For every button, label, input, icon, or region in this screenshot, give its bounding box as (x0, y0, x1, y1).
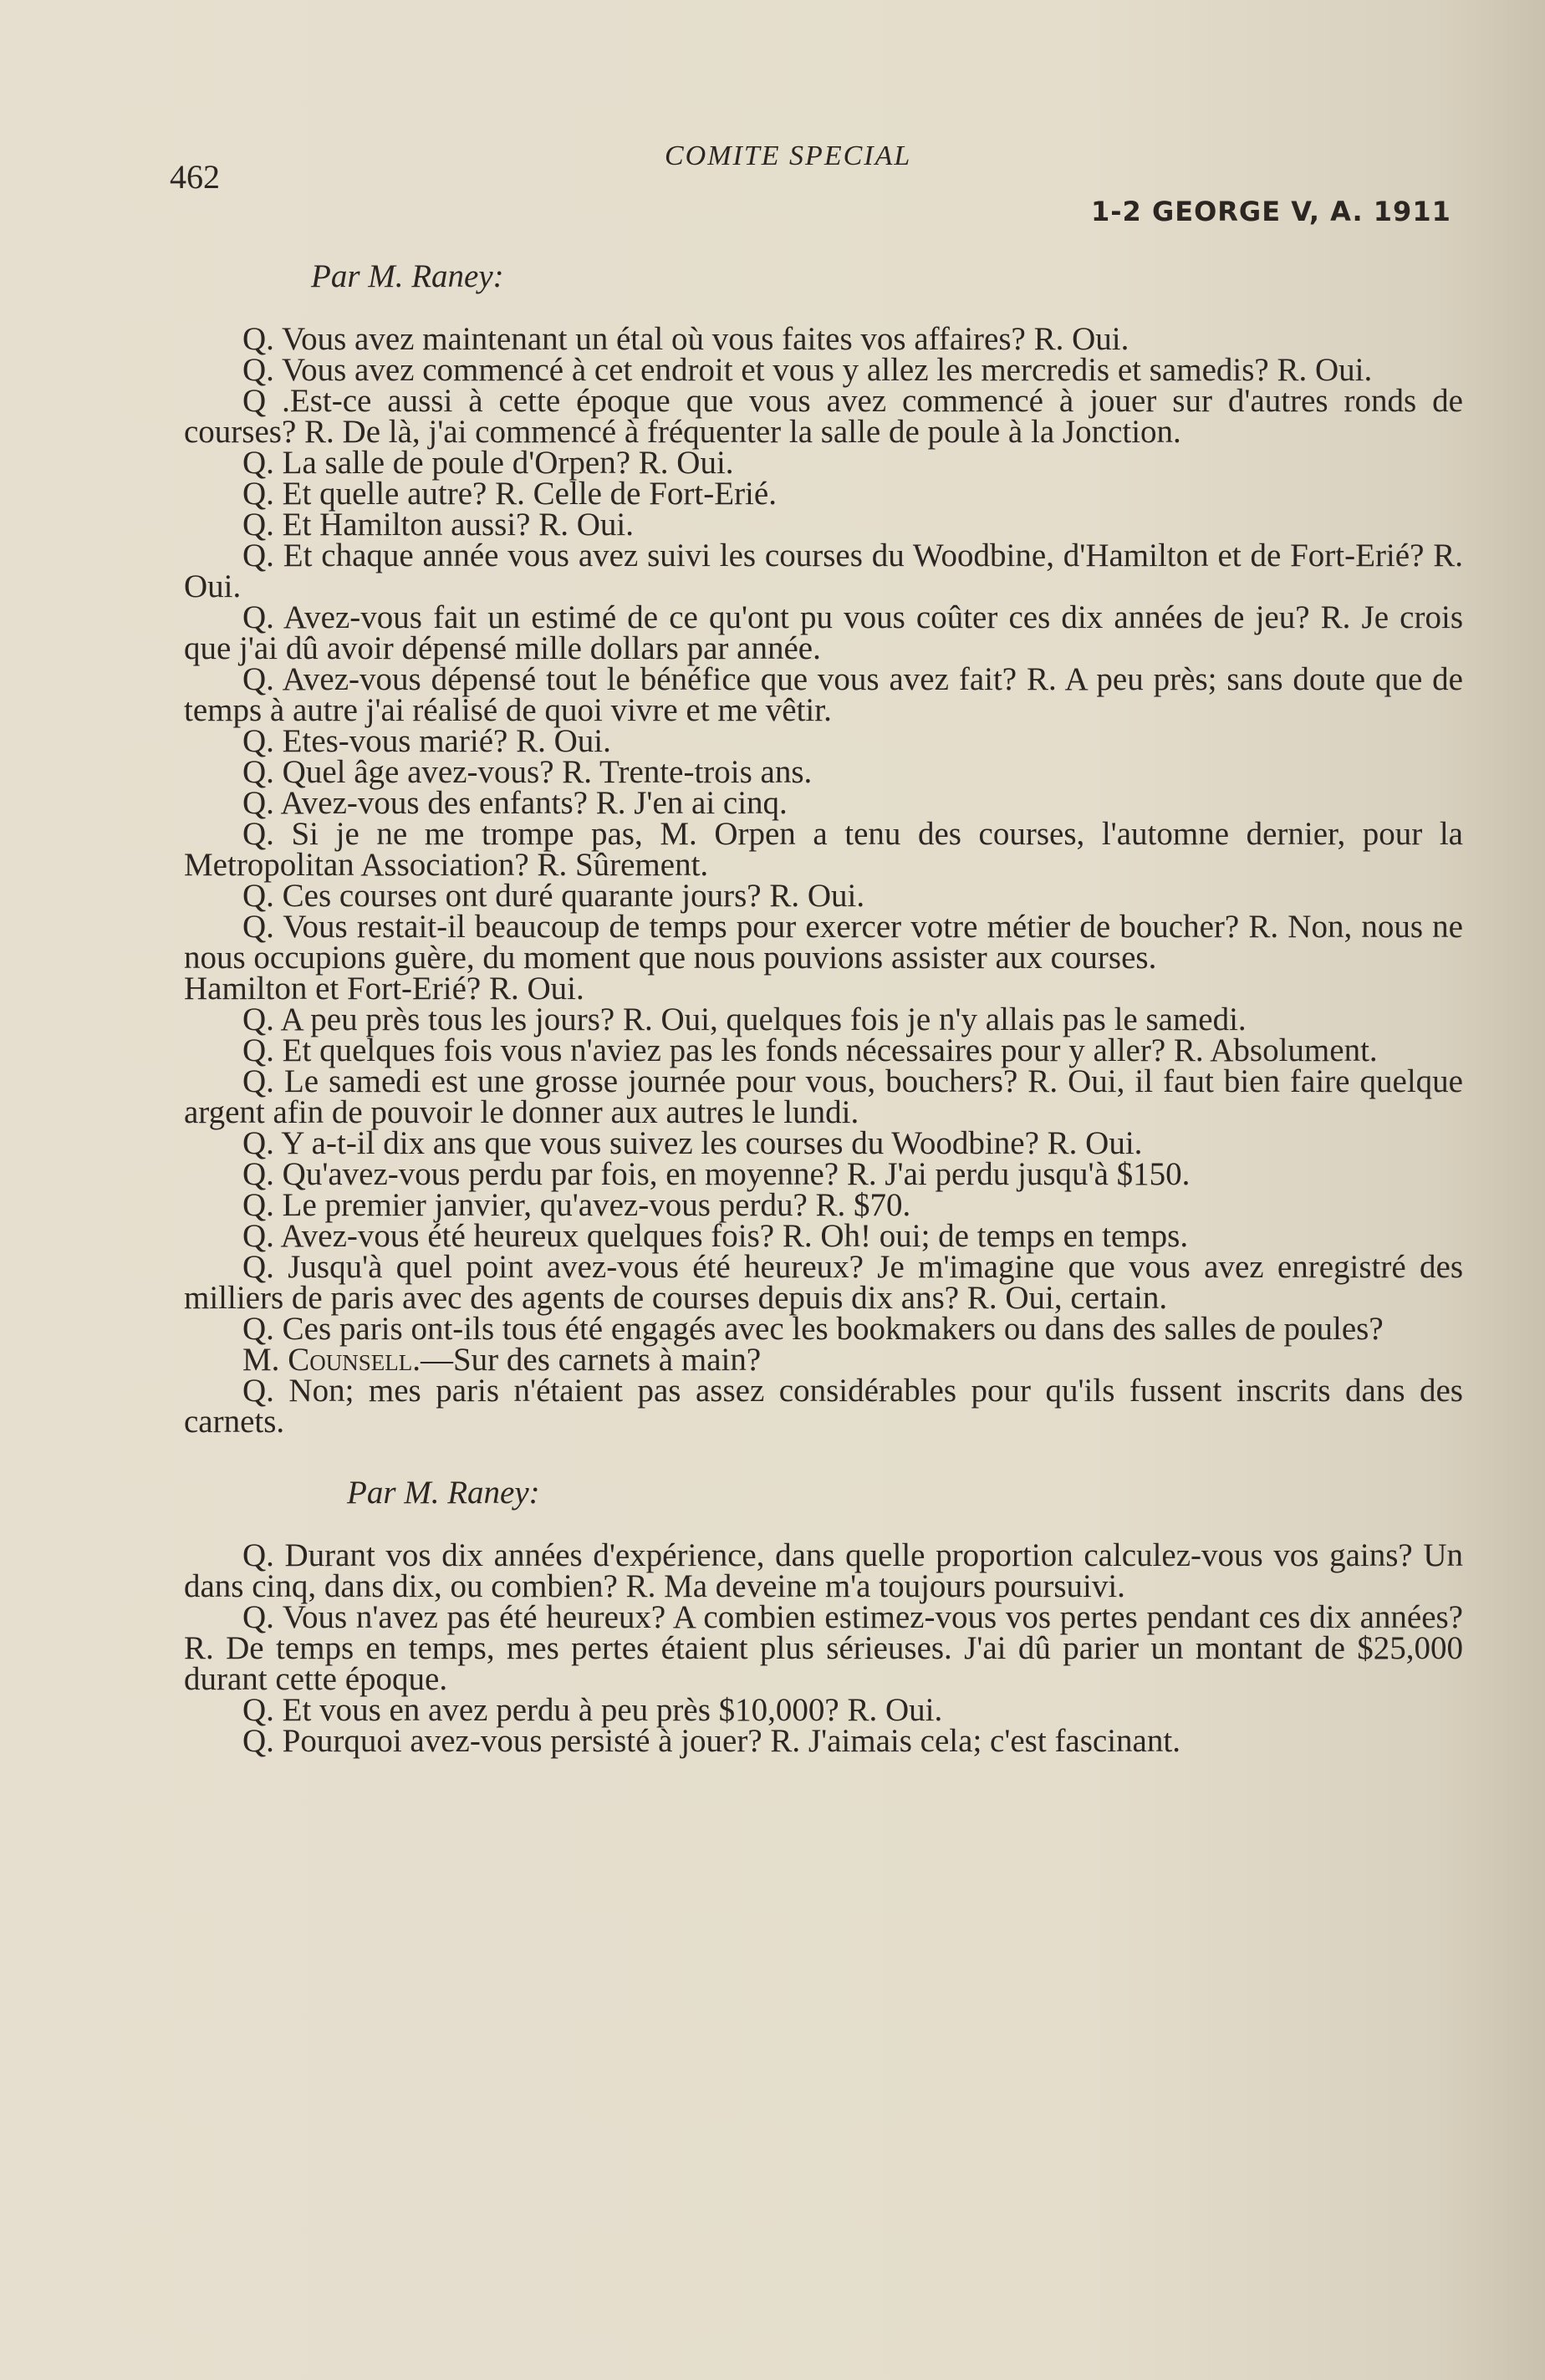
counsel-line (184, 1342, 1463, 1378)
qa-paragraph: Q. Qu'avez-vous perdu par fois, en moyenne? R. J'ai perdu jusqu'à $150. (242, 1156, 1191, 1192)
page-number: 462 (170, 158, 220, 196)
section-heading: Par M. Raney: (311, 258, 504, 294)
qa-paragraph: Q. Et quelle autre? R. Celle de Fort-Erié. (242, 476, 777, 512)
qa-paragraph: Q. Vous restait-il beaucoup de temps pour exercer votre métier de boucher? R. Non, nous ne nous occupions guère, du moment que nous pouvions assister aux courses. (184, 909, 1463, 976)
qa-paragraph: Q. Vous avez commencé à cet endroit et vous y allez les mercredis et samedis? R. Oui. (242, 352, 1373, 388)
running-head: COMITE SPECIAL (665, 140, 912, 171)
qa-paragraph: Hamilton et Fort-Erié? R. Oui. (184, 971, 584, 1007)
qa-paragraph: Q. A peu près tous les jours? R. Oui, quelques fois je n'y allais pas le samedi. (242, 1001, 1247, 1037)
counsel-name: Counsell (288, 1342, 413, 1378)
qa-paragraph: Q .Est-ce aussi à cette époque que vous avez commencé à jouer sur d'autres ronds de courses? R. De là, j'ai commencé à fréquenter la salle de poule à la Jonction. (184, 383, 1463, 450)
qa-paragraph: Q. Et vous en avez perdu à peu près $10,000? R. Oui. (242, 1692, 943, 1728)
qa-paragraph: Q. Si je ne me trompe pas, M. Orpen a tenu des courses, l'automne dernier, pour la Metropolitan Association? R. Sûrement. (184, 816, 1463, 883)
counsel-text: .—Sur des carnets à main? (412, 1342, 762, 1378)
body-text (184, 258, 1463, 1759)
qa-paragraph: Q. Durant vos dix années d'expérience, dans quelle proportion calculez-vous vos gains? Un dans cinq, dans dix, ou combien? R. Ma deveine m'a toujours poursuivi. (184, 1537, 1463, 1604)
counsel-prefix: M. (242, 1342, 288, 1378)
qa-paragraph: Q. Avez-vous fait un estimé de ce qu'ont pu vous coûter ces dix années de jeu? R. Je crois que j'ai dû avoir dépensé mille dollars par année. (184, 599, 1463, 666)
qa-paragraph: Q. Avez-vous dépensé tout le bénéfice que vous avez fait? R. A peu près; sans doute que de temps à autre j'ai réalisé de quoi vivre et me vêtir. (184, 661, 1463, 728)
qa-paragraph: Q. Le premier janvier, qu'avez-vous perdu? R. $70. (242, 1187, 911, 1223)
qa-paragraph: Q. Etes-vous marié? R. Oui. (242, 723, 611, 759)
qa-paragraph: Q. Et Hamilton aussi? R. Oui. (242, 507, 634, 543)
qa-paragraph: Q. Avez-vous des enfants? R. J'en ai cinq. (242, 785, 788, 821)
qa-paragraph: Q. Vous n'avez pas été heureux? A combien estimez-vous vos pertes pendant ces dix années? R. De temps en temps, mes pertes étaient plus sérieuses. J'ai dû parier un montant de $25,000 durant cette époque. (184, 1599, 1463, 1697)
qa-paragraph: Q. Vous avez maintenant un étal où vous faites vos affaires? R. Oui. (242, 321, 1129, 357)
qa-paragraph: Q. Jusqu'à quel point avez-vous été heureux? Je m'imagine que vous avez enregistré des milliers de paris avec des agents de courses depuis dix ans? R. Oui, certain. (184, 1249, 1463, 1316)
qa-paragraph: Q. Non; mes paris n'étaient pas assez considérables pour qu'ils fussent inscrits dans des carnets. (184, 1373, 1463, 1440)
qa-paragraph: Q. Et chaque année vous avez suivi les courses du Woodbine, d'Hamilton et de Fort-Erié? R. Oui. (184, 538, 1463, 604)
session-label: 1-2 GEORGE V, A. 1911 (1091, 196, 1451, 227)
qa-paragraph: Q. Ces paris ont-ils tous été engagés avec les bookmakers ou dans des salles de poules? (242, 1311, 1384, 1347)
qa-paragraph: Q. Ces courses ont duré quarante jours? R. Oui. (242, 878, 865, 914)
qa-paragraph: Q. Le samedi est une grosse journée pour vous, bouchers? R. Oui, il faut bien faire quelque argent afin de pouvoir le donner aux autres le lundi. (184, 1063, 1463, 1130)
qa-paragraph: Q. Pourquoi avez-vous persisté à jouer? R. J'aimais cela; c'est fascinant. (242, 1723, 1180, 1759)
qa-paragraph: Q. Quel âge avez-vous? R. Trente-trois ans. (242, 754, 813, 790)
qa-paragraph: Q. Y a-t-il dix ans que vous suivez les courses du Woodbine? R. Oui. (242, 1125, 1143, 1161)
qa-paragraph: Q. Avez-vous été heureux quelques fois? R. Oh! oui; de temps en temps. (242, 1218, 1189, 1254)
section-heading: Par M. Raney: (347, 1475, 540, 1511)
qa-paragraph: Q. Et quelques fois vous n'aviez pas les fonds nécessaires pour y aller? R. Absolument. (242, 1032, 1378, 1068)
qa-paragraph: Q. La salle de poule d'Orpen? R. Oui. (242, 445, 734, 481)
